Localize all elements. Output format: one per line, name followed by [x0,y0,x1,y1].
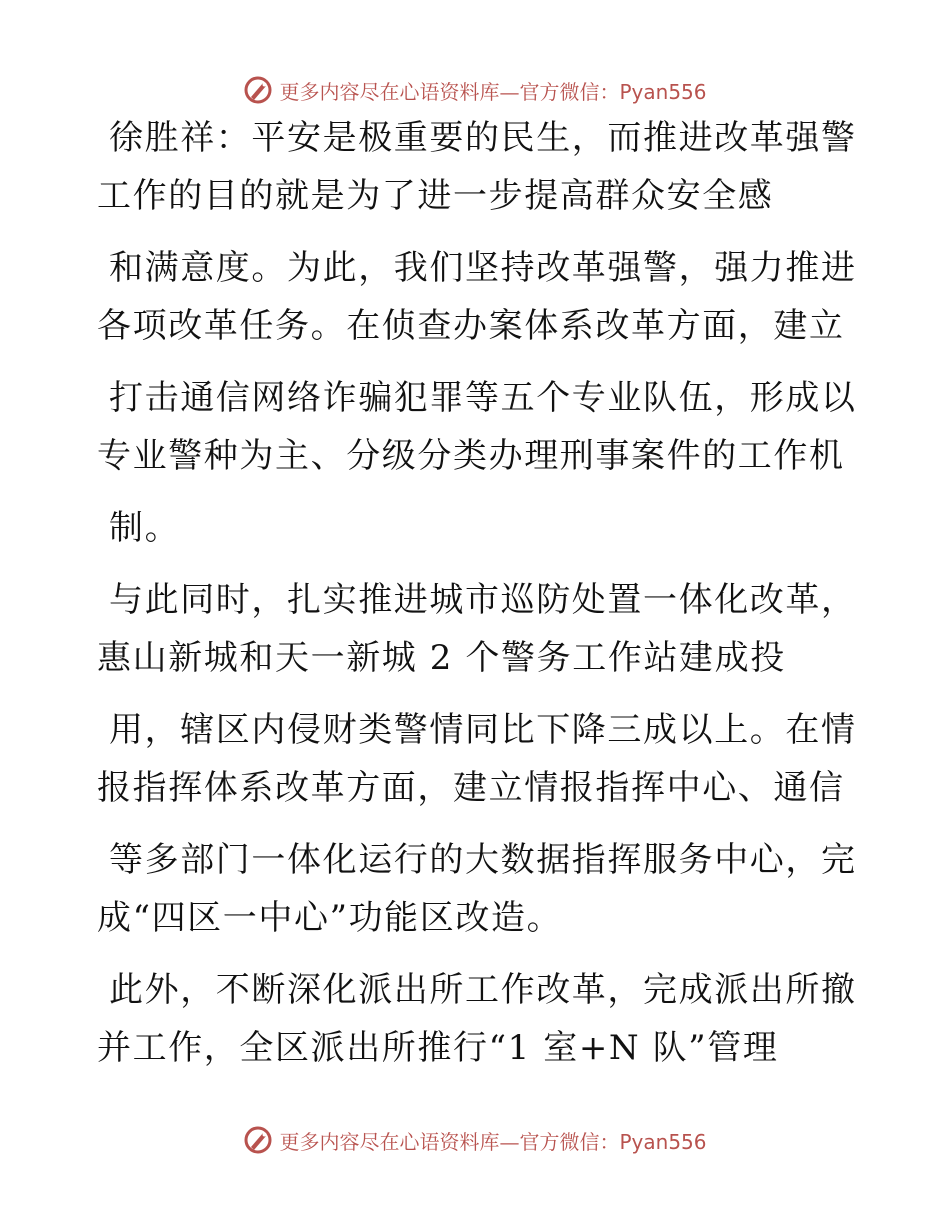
pen-seal-icon [243,1125,273,1155]
text-line: 制。 [109,508,181,548]
text-line: 和满意度。为此，我们坚持改革强警，强力推进 [109,248,857,288]
pen-seal-icon [243,75,273,105]
footer-watermark [0,1120,950,1160]
text-line: 打击通信网络诈骗犯罪等五个专业队伍，形成以 [109,378,857,418]
watermark-text: 更多内容尽在心语资料库—官方微信：Pyan556 [279,79,707,104]
text-line: 并工作，全区派出所推行“1 室+N 队”管理 [97,1028,779,1068]
text-line: 专业警种为主、分级分类办理刑事案件的工作机 [97,436,845,476]
text-line: 用，辖区内侵财类警情同比下降三成以上。在情 [109,710,857,750]
text-line: 此外，不断深化派出所工作改革，完成派出所撤 [109,970,857,1010]
text-line: 报指挥体系改革方面，建立情报指挥中心、通信 [97,768,845,808]
text-line: 工作的目的就是为了进一步提高群众安全感 [97,176,774,216]
text-line: 各项改革任务。在侦查办案体系改革方面，建立 [97,306,845,346]
header-watermark [0,70,950,110]
document-body [97,118,857,1086]
text-line: 成“四区一中心”功能区改造。 [97,898,563,938]
text-line: 徐胜祥：平安是极重要的民生，而推进改革强警 [109,118,857,158]
text-line: 惠山新城和天一新城 2 个警务工作站建成投 [97,638,786,678]
watermark-text: 更多内容尽在心语资料库—官方微信：Pyan556 [279,1129,707,1154]
text-line: 与此同时，扎实推进城市巡防处置一体化改革， [109,580,857,620]
text-line: 等多部门一体化运行的大数据指挥服务中心，完 [109,840,857,880]
